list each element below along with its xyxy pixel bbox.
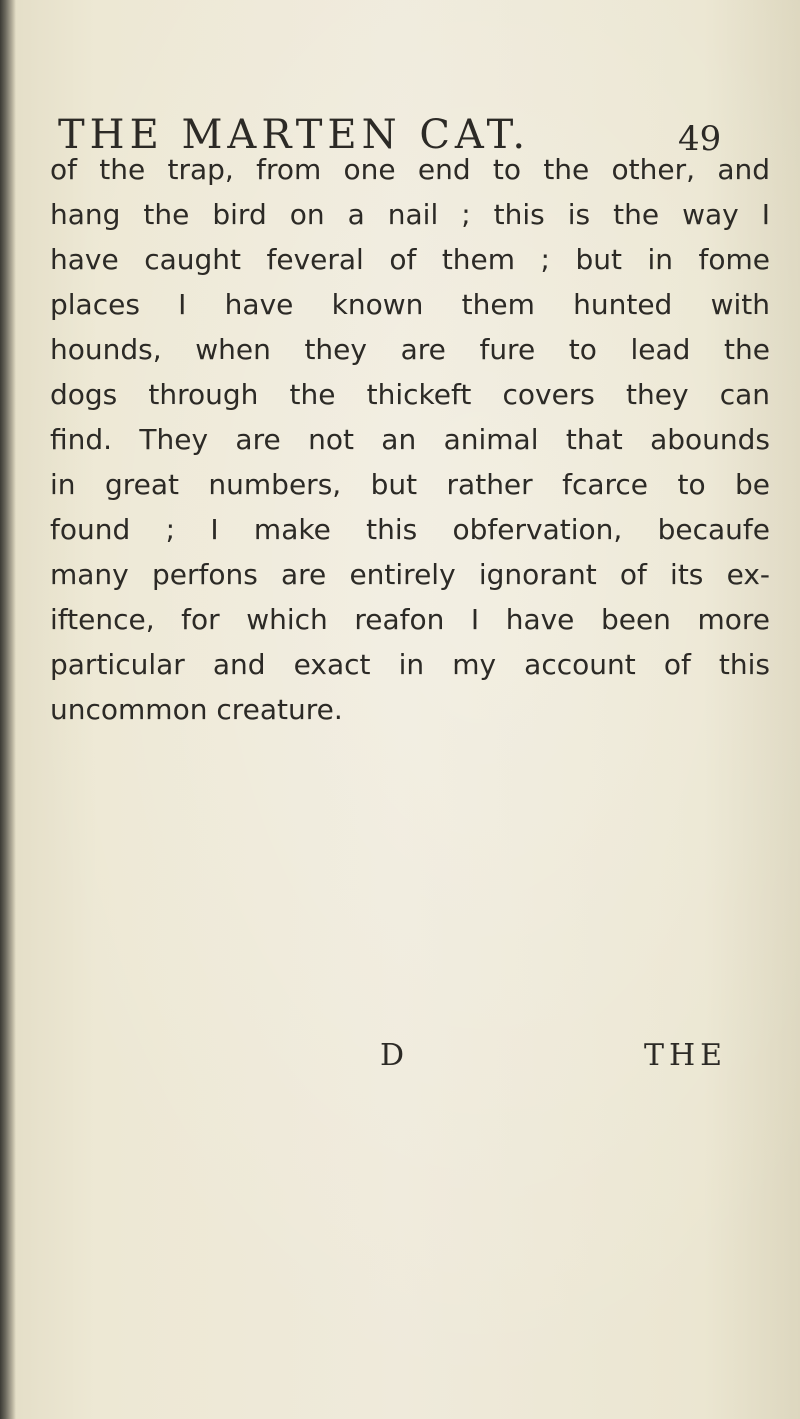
text-line: of the trap, from one end to the other, and: [50, 153, 770, 186]
page-number: 49: [678, 119, 722, 159]
text-line: hang the bird on a nail ; this is the way I: [50, 198, 770, 231]
text-line: many perfons are entirely ignorant of its ex-: [50, 558, 770, 591]
text-line: iftence, for which reafon I have been more: [50, 603, 770, 636]
page-gutter-shadow: [0, 0, 16, 1419]
text-line: hounds, when they are fure to lead the: [50, 333, 770, 366]
running-title: THE MARTEN CAT.: [58, 112, 531, 158]
catchword: THE: [644, 1038, 728, 1073]
text-line: have caught feveral of them ; but in fome: [50, 243, 770, 276]
body-text: [50, 147, 770, 732]
text-line: particular and exact in my account of this: [50, 648, 770, 681]
text-line: in great numbers, but rather fcarce to be: [50, 468, 770, 501]
text-line: places I have known them hunted with: [50, 288, 770, 321]
signature-mark: D: [380, 1038, 405, 1073]
text-line: find. They are not an animal that abounds: [50, 423, 770, 456]
text-line: found ; I make this obfervation, becaufe: [50, 513, 770, 546]
text-line: dogs through the thickeft covers they can: [50, 378, 770, 411]
text-line: uncommon creature.: [50, 693, 343, 726]
